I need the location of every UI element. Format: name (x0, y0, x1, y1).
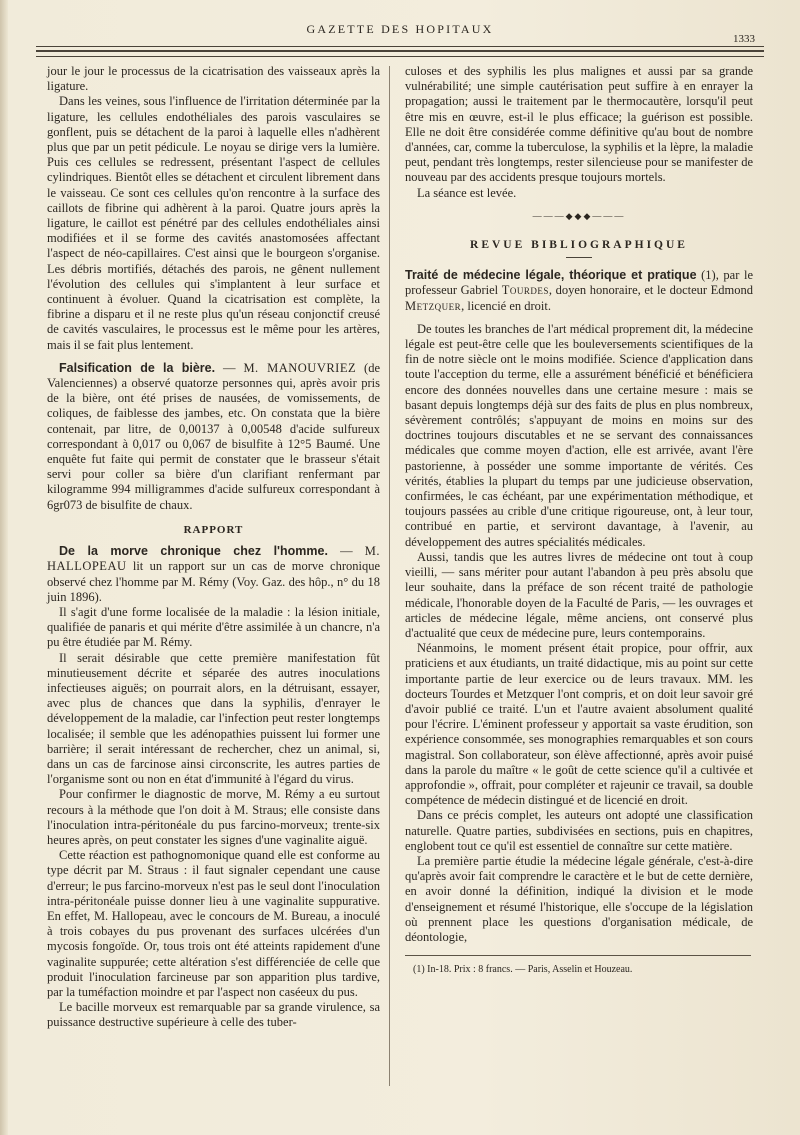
paragraph-morve: De la morve chronique chez l'homme. — M. HALLOPEAU lit un rapport sur un cas de morve chronique observé chez l'homme par M. Rémy (Voy. Gaz. des hôp., n° du 18 juin 1896). (47, 544, 381, 604)
page-number: 1333 (733, 33, 755, 45)
biere-text: (de Valenciennes) a observé quatorze personnes qui, après avoir pris de la bière, ont été prises de nausées, de vomissements, de coliques, de faiblesse des jambes, etc. On constata que la bière contenait, par litre, de 0,00137 à 0,00548 d'acide sulfureux correspondant à 0,017 ou 0,067 de bisulfite à 12°5 Baumé. Une enquête fut faite qui permit de constater que le brasseur s'était servi pour coller sa bière d'un clarifiant renfermant par kilogramme 994 milligrammes d'acide sulfureux correspondant à 6gr073 de bisulfite de chaux. (47, 360, 381, 512)
book-note-ref: (1) (701, 268, 716, 283)
book-authors-part2: , doyen honoraire, et le docteur Edmond (548, 283, 754, 298)
footnote: (1) In-18. Prix : 8 francs. — Paris, Asselin et Houzeau. (413, 964, 633, 976)
section-ornament: ———◆◆◆——— (532, 210, 626, 221)
book-author-metzquer: Metzquer (405, 298, 462, 313)
header-rule-thin-lower (36, 56, 764, 57)
right-column (405, 64, 753, 977)
heading-short-rule (566, 257, 592, 258)
paragraph-toutes-branches: De toutes les branches de l'art médical proprement dit, la médecine légale est peut-être celle que les bouleversements scientifiques de la fin de notre siècle ont le moins modifiée. Science d'application dans toute l'acception du terme, elle a assurément bénéficié et bénéficiera encore des données nouvelles dans une certaine mesure : mais se basant depuis longtemps déjà sur des faits de plus en plus nombreux, sévèrement contrôlés; s'appuyant de moins en moins sur des doctrines toujours discutables et ne se servant des connaissances médicales que comme moyen d'action, elle est arrivée, avant l'ère pastorienne, à posséder une somme importante de vérités. Ces vérités, établies la plupart du temps par une judicieuse observation, confirmées, le cas échéant, par une expérimentation méthodique, et toujours passées au crible d'une critique rigoureuse, ont, à leur tour, contribué en partie, et serviront davantage, à l'avenir, au développement des autres spécialités médicales. (405, 321, 753, 549)
paragraph-precis-complet: Dans ce précis complet, les auteurs ont adopté une classification naturelle. Quatre parties, subdivisées en sections, puis en chapitres, englobent tout ce qu'il est essentiel de connaître sur cette matière. (405, 808, 753, 853)
book-authors-part1: , par le professeur Gabriel (405, 268, 753, 298)
book-authors-part3: , licencié en droit. (461, 298, 552, 313)
book-reference (405, 268, 753, 314)
paragraph-aussi: Aussi, tandis que les autres livres de médecine ont tout à coup vieilli, — sans mériter pour autant l'abandon à peu près absolu que leur souhaite, dans la préface de son récent traité de pathologie médicale, l'honorable doyen de la Faculté de Paris, — les ouvrages et articles de médecine légale, même anciens, ont conservé plus d'actualité que ceux de médecine pure, leurs contemporains. (405, 549, 753, 640)
running-head: GAZETTE DES HOPITAUX (306, 22, 494, 36)
spacer (405, 314, 753, 322)
spacer (47, 353, 380, 361)
paragraph-ligature-intro: jour le jour le processus de la cicatrisation des vaisseaux après la ligature. (47, 64, 380, 94)
paragraph-neanmoins: Néanmoins, le moment présent était propice, pour offrir, aux praticiens et aux étudiants, un traité didactique, mis au point sur cette importante partie de leur exercice ou de leurs travaux. MM. les docteurs Tourdes et Metzquer l'ont compris, et on doit leur savoir gré d'avoir publié ce traité. L'un et l'autre avaient absolument qualité pour l'écrire. L'éminent professeur y apportait sa vaste érudition, son expérience consommée, ses monographies remarquables et son cours magistral. Son collaborateur, son élève affectionné, après avoir puisé dans la parole du maître « le goût de cette science qu'il a cultivée et approfondie », offrait, pour compléter et rajeunir ce travail, sa double compétence de médecin distingué et de licencié en droit. (405, 641, 753, 808)
footnote-rule (405, 955, 751, 956)
morve-title: De la morve chronique chez l'homme. (59, 544, 328, 559)
paragraph-confirmer-diagnostic: Pour confirmer le diagnostic de morve, M. Rémy a eu surtout recours à la méthode que l'on doit à M. Straus; elle consiste dans l'inoculation intra-péritonéale du pus farcino-morveux; trente-six heures après, on peut constater les signes d'une vaginalite aiguë. (47, 787, 380, 847)
paragraph-bacille: Le bacille morveux est remarquable par sa grande virulence, sa puissance destructive supérieure à celle des tuber- (47, 1000, 380, 1030)
header-rule-thin (36, 46, 764, 47)
paragraph-biere: Falsification de la bière. — M. MANOUVRIEZ (de Valenciennes) a observé quatorze personnes qui, après avoir pris de la bière, ont été prises de nausées, de vomissements, de coliques, de faiblesse des jambes, etc. On constata que la bière contenait, par litre, de 0,00137 à 0,00548 d'acide sulfureux correspondant à 0,017 ou 0,067 de bisulfite à 12°5 Baumé. Une enquête fut faite qui permit de constater que le brasseur s'était servi pour coller sa bière d'un clarifiant renfermant par kilogramme 994 milligrammes d'acide sulfureux correspondant à 6gr073 de bisulfite de chaux. (47, 360, 381, 512)
column-divider (389, 66, 390, 1086)
paragraph-veines: Dans les veines, sous l'influence de l'irritation déterminée par la ligature, les cellules endothéliales des parois vasculaires se gonflent, puis se détachent de la paroi à laquelle elles n'adhèrent plus que par un petit pédicule. Le noyau se dirige vers la lumière. Puis ces cellules se redressent, présentant l'aspect de cellules cylindriques. Bientôt elles se détachent et circulent librement dans le vaisseau. Ce sont ces cellules qu'on rencontre à la surface des caillots de fibrine qui adhèrent à la paroi. Quatre jours après la ligature, le caillot est pénétré par des cellules endothéliales ainsi modifiées et il se forme des cavités anastomosées affectant l'aspect de néo-capillaires. C'est ainsi que le bourgeon s'organise. Les débris mortifiés, détachés des parois, ne gênent nullement l'évolution des cellules qui s'implantent à leur surface et continuent à évoluer. Quand la cicatrisation est complète, la fibrine a disparu et il ne reste plus qu'un réseau conjonctif creusé de cavités vasculaires, le processus est le même pour les artères, mais il se fait plus lentement. (47, 94, 380, 352)
paragraph-premiere-partie: La première partie étudie la médecine légale générale, c'est-à-dire qu'après avoir fait comprendre le caractère et le but de cette dernière, en avoir donné la définition, indiqué la division et le mode d'enseignement et résumé l'historique, elle s'occupe de la législation où prennent place les questions d'organisation médicale, de déontologie, (405, 853, 753, 944)
paragraph-seance-levee: La séance est levée. (417, 185, 517, 200)
paragraph-forme-localisee: Il s'agit d'une forme localisée de la maladie : la lésion initiale, qualifiée de panaris et qui mérite d'être assimilée à un chancre, n'a pu être étudiée par M. Rémy. (47, 604, 380, 650)
header-rule-thick (36, 50, 764, 52)
revue-bibliographique-heading: REVUE BIBLIOGRAPHIQUE (470, 239, 688, 252)
book-author-tourdes: Tourdes (501, 283, 549, 298)
paragraph-desirable: Il serait désirable que cette première manifestation fût minutieusement décrite et séparée des autres inoculations infectieuses aiguës; on pourrait alors, en la détruisant, essayer, avec plus de chances que dans la syphilis, d'enrayer le développement de la maladie, car l'infection peut rester longtemps localisée; il semble que les adénopathies puissent lui former une barrière; il serait intéressant de rechercher, chez un animal, si, dans un cas de farcinose ainsi circonscrite, les autres parties de l'organisme sont ou non en état d'immunité à l'égard du virus. (47, 650, 380, 787)
page-spine-shadow (0, 0, 8, 1135)
biere-title: Falsification de la bière. (59, 360, 216, 375)
morve-author: M. HALLOPEAU (47, 544, 381, 574)
biere-author: M. MANOUVRIEZ (243, 360, 357, 375)
paragraph-culoses: culoses et des syphilis les plus malignes et aussi par sa grande vulnérabilité; une simple cautérisation peut suffire à en enrayer la propagation; aussi le traitement par le thermocautère, lorsqu'il peut être mis en œuvre, est-il le plus efficace; la guérison est possible. Elle ne doit être considérée comme définitive qu'au bout de nombre d'années, car, comme la tuberculose, la syphilis et la lèpre, la maladie peut, pendant très longtemps, rester silencieuse pour se manifester de nouveau par des accidents presque toujours mortels. (405, 64, 753, 185)
paragraph-reaction: Cette réaction est pathognomonique quand elle est conforme au type décrit par M. Straus : il faut signaler cependant une cause d'erreur; le pus farcino-morveux n'est pas le seul dont l'inoculation intra-péritonéale puisse donner lieu à une vaginalite suppurative. En effet, M. Hallopeau, avec le concours de M. Bureau, a inoculé à trois cobayes du pus provenant des surfaces ulcérées d'un mycosis fongoïde. Or, tous trois ont été atteints rapidement d'une vaginalite suppurée; cette altération s'est différenciée de celle que produit l'inoculation farcineuse par son apparition plus tardive, par la tuméfaction moindre et par l'aspect non caséeux du pus. (47, 848, 380, 999)
rapport-heading: RAPPORT (183, 523, 244, 536)
morve-text: lit un rapport sur un cas de morve chronique observé chez l'homme par M. Rémy (Voy. Gaz. des hôp., n° du 18 juin 1896). (47, 559, 381, 604)
left-column (47, 64, 380, 1031)
book-title: Traité de médecine légale, théorique et pratique (405, 268, 697, 283)
